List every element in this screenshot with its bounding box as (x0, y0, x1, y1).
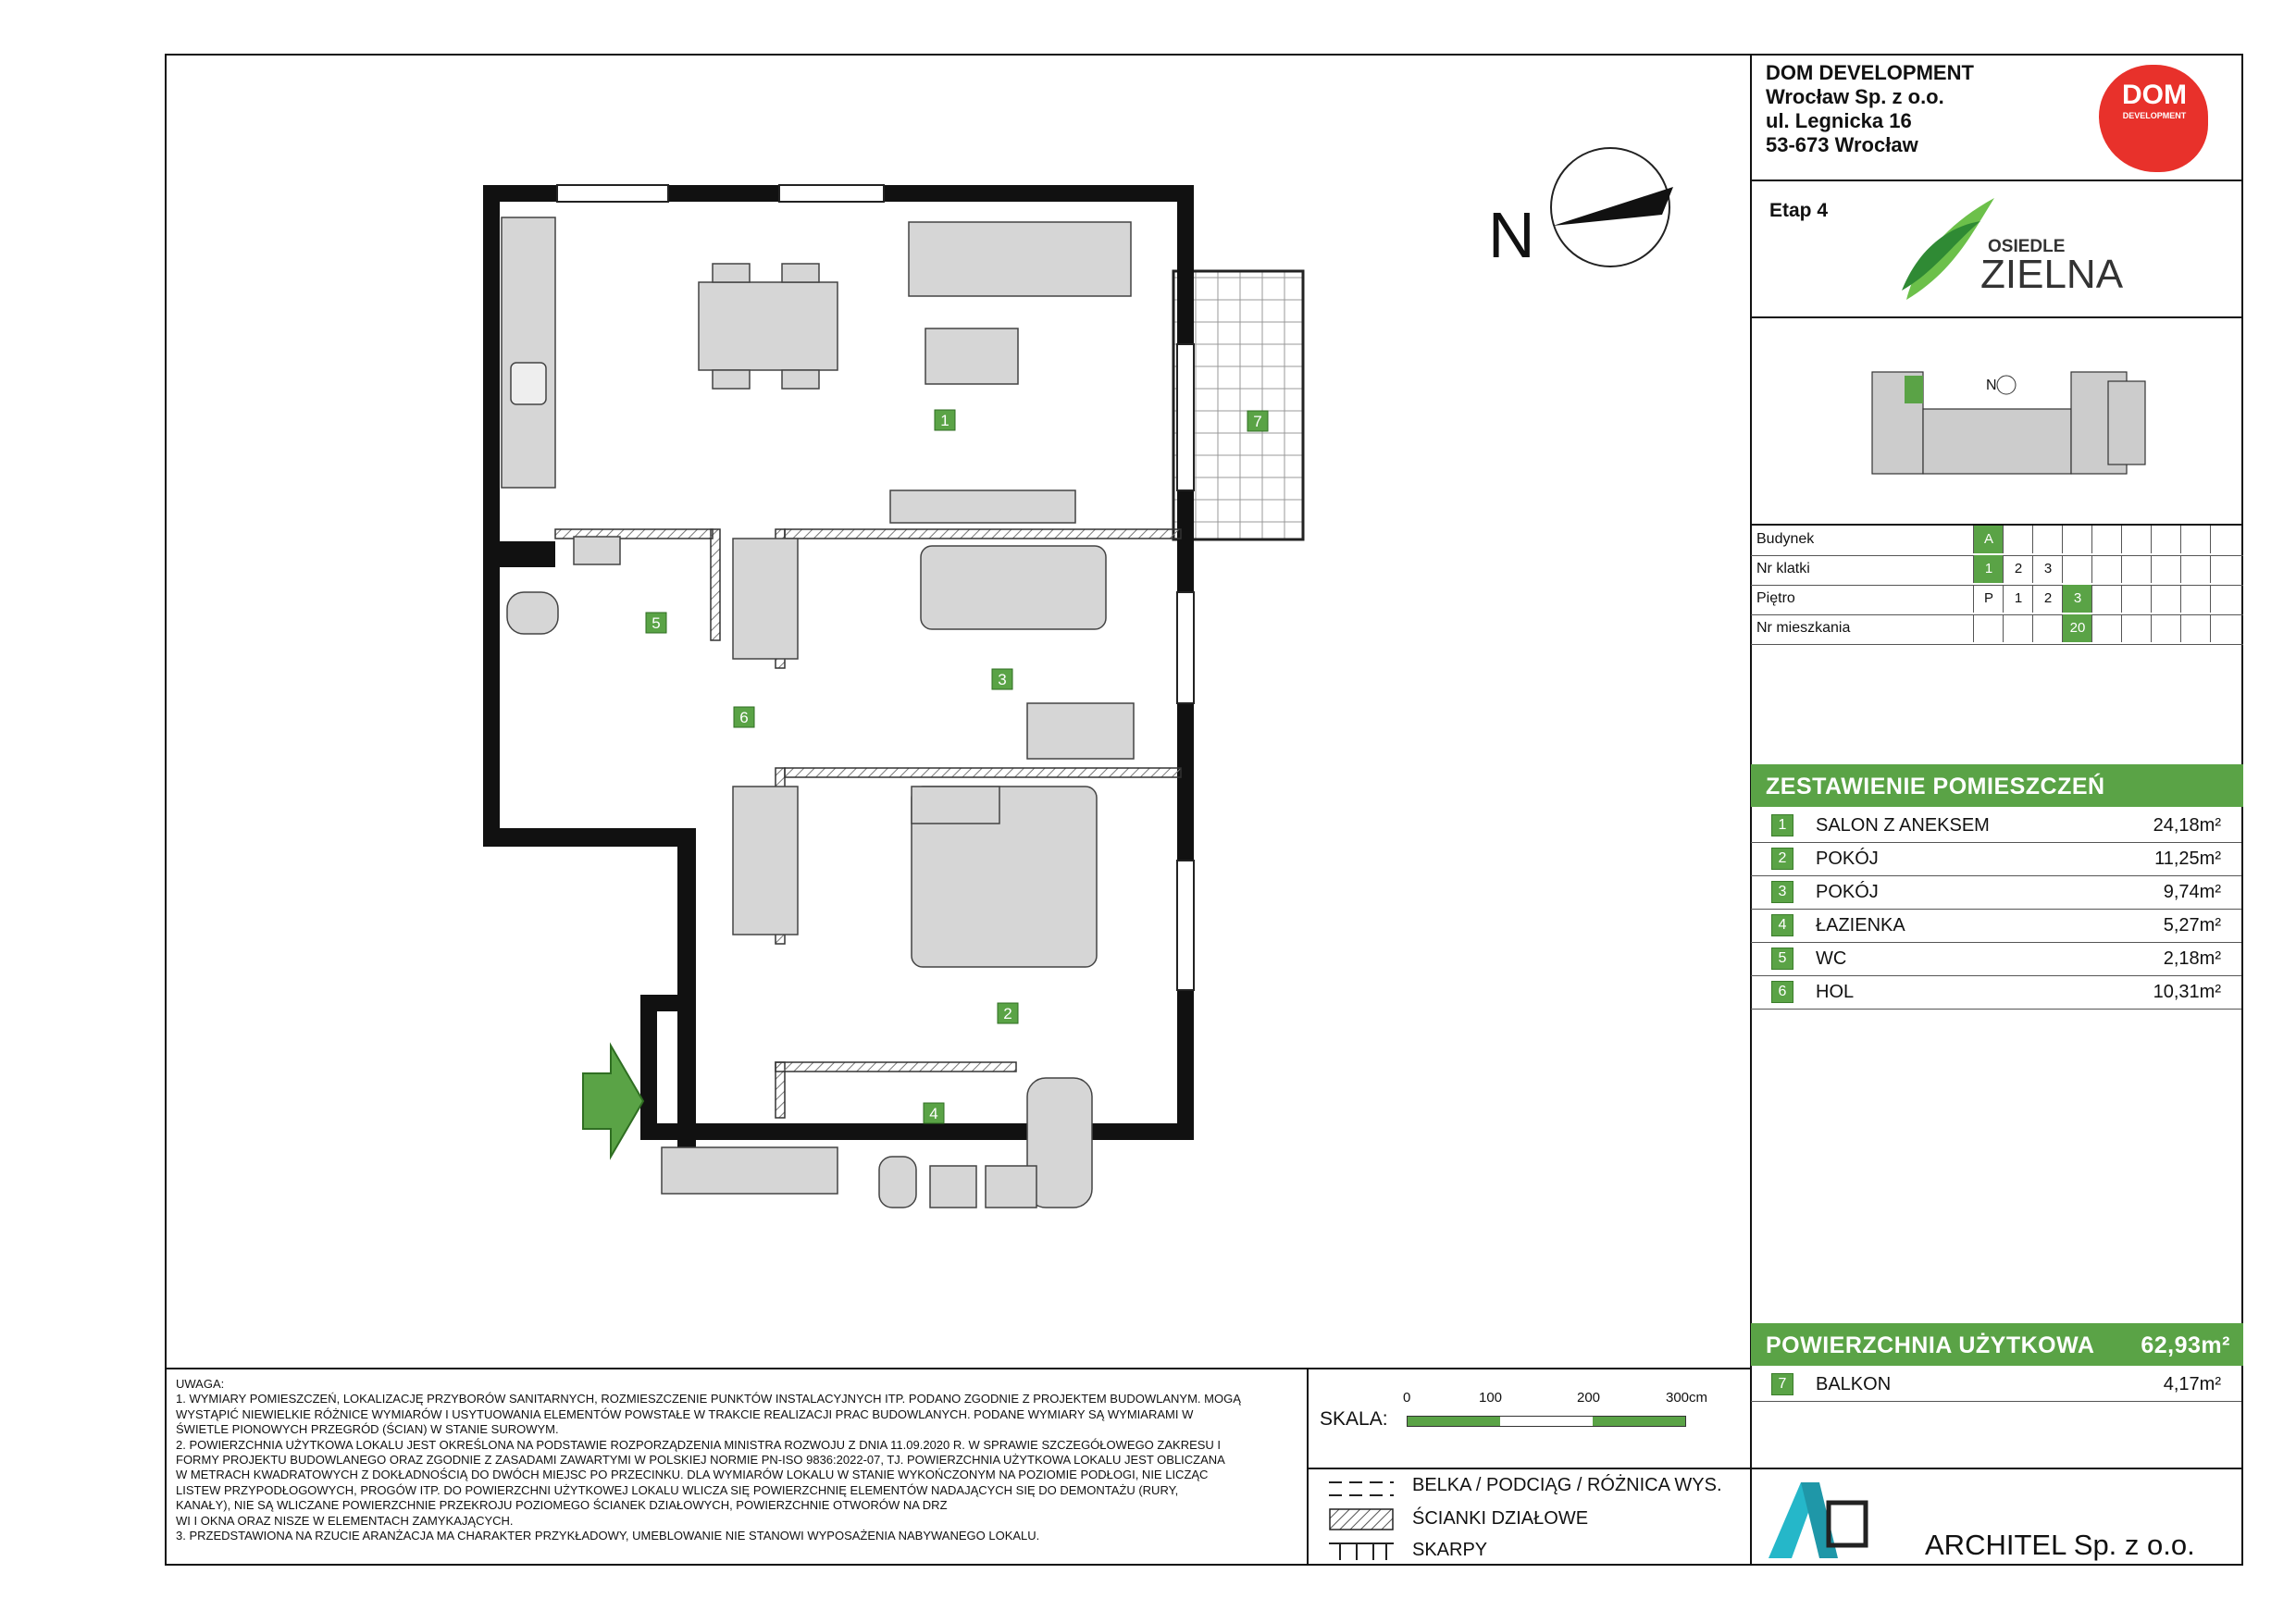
selection-cell (2151, 585, 2181, 613)
beam-legend-icon (1329, 1477, 1394, 1501)
room-name: HOL (1816, 982, 1855, 1002)
project-logo-word-large: ZIELNA (1980, 252, 2124, 297)
room-name: WC (1816, 948, 1847, 969)
exterior-walls (483, 185, 1194, 1175)
selection-cell (2121, 555, 2152, 583)
room-name: POKÓJ (1816, 849, 1879, 869)
architel-logo (1764, 1479, 1893, 1560)
selection-cell: 3 (2032, 555, 2063, 583)
company-line: DOM DEVELOPMENT (1766, 61, 1974, 84)
company-line: ul. Legnicka 16 (1766, 109, 1912, 132)
selection-row-label: Nr mieszkania (1756, 620, 1851, 636)
floor-plan (463, 167, 1370, 1258)
scale-label: SKALA: (1320, 1408, 1388, 1430)
slope-legend-icon (1329, 1540, 1394, 1562)
room-number: 5 (1771, 948, 1793, 970)
room-area: 11,25m² (2154, 849, 2221, 869)
selection-cell (2180, 526, 2211, 553)
selection-cell (2210, 585, 2240, 613)
company-address (1766, 61, 1974, 157)
legend-label: ŚCIANKI DZIAŁOWE (1412, 1508, 1589, 1529)
note-line: KANAŁY), NIE SĄ WLICZANE POWIERZCHNIE PRZEKROJU POZIOMEGO ŚCIANEK DZIAŁOWYCH, POWIERZCHNIE OTWORÓW NA DRZ (176, 1498, 948, 1513)
selection-cell (2003, 526, 2033, 553)
legend-label: BELKA / PODCIĄG / RÓŻNICA WYS. (1412, 1475, 1722, 1495)
room-number: 1 (1771, 814, 1793, 836)
room-row (1751, 975, 2241, 1010)
logo-word: DOM (2122, 80, 2187, 110)
selection-cell (2151, 555, 2181, 583)
selection-cell (2121, 585, 2152, 613)
key-plan (1868, 363, 2164, 483)
selection-cell: A (1973, 526, 2004, 553)
room-name: ŁAZIENKA (1816, 915, 1905, 935)
room-tag-text: 4 (929, 1105, 938, 1122)
notes-divider (1307, 1368, 1309, 1566)
scale-tick: 100 (1479, 1390, 1503, 1406)
selection-cell (1973, 614, 2004, 642)
notes (176, 1377, 1286, 1543)
room-area: 24,18m² (2153, 815, 2221, 836)
note-line: WYSTĄPIĆ NIEWIELKIE RÓŻNICE WYMIARÓW I USYTUOWANIA ELEMENTÓW POWSTAŁE W TRAKCIE REALIZACJI PRAC BUDOWLANYCH. PODANE WYMIARY SĄ WYMIARAMI W (176, 1406, 1194, 1421)
scale-tick: 0 (1403, 1390, 1411, 1406)
selection-cell (2180, 585, 2211, 613)
usable-area-band (1751, 1323, 2243, 1366)
selection-cell: 3 (2062, 585, 2092, 613)
room-row (1751, 875, 2241, 910)
note-line: LISTEW PRZYPODŁOGOWYCH, PROGÓW ITP. DO POWIERZCHNI UŻYTKOWEJ LOKALU WLICZA SIĘ POWIERZCHNIĘ ELEMENTÓW NADAJĄCYCH SIĘ DO DEMONTAŻU (RURY, (176, 1482, 1179, 1497)
room-row (1751, 909, 2241, 943)
selection-cell (2091, 526, 2122, 553)
dom-development-logo-inner (2110, 80, 2199, 144)
selection-cell (2151, 526, 2181, 553)
company-line: Wrocław Sp. z o.o. (1766, 85, 1944, 108)
rooms-header-text: ZESTAWIENIE POMIESZCZEŃ (1766, 774, 2105, 799)
key-plan-north-label: N (1986, 378, 1997, 393)
bottom-divider (165, 1368, 1751, 1369)
selection-cell: 2 (2032, 585, 2063, 613)
scale-divider (1307, 1468, 1751, 1469)
note-line: 2. POWIERZCHNIA UŻYTKOWA LOKALU JEST OKREŚLONA NA PODSTAWIE ROZPORZĄDZENIA MINISTRA ROZWOJU Z DNIA 11.09.2020 R. W SPRAWIE SZCZEGÓŁOWEGO ZAKRESU I (176, 1437, 1222, 1452)
selection-cell: 2 (2003, 555, 2033, 583)
note-line: ŚWIETLE PIONOWYCH PRZEGRÓD (ŚCIAN) W STANIE SUROWYM. (176, 1422, 559, 1437)
legend-label: SKARPY (1412, 1540, 1488, 1560)
room-tag-4 (924, 1103, 944, 1123)
note-line: WI I OKNA ORAZ NISZE W ELEMENTACH ZAMYKAJĄCYCH. (176, 1513, 514, 1528)
room-name: POKÓJ (1816, 882, 1879, 902)
selection-cell (2210, 555, 2240, 583)
scale-tick: 300cm (1666, 1390, 1708, 1406)
room-tag-text: 5 (652, 614, 661, 632)
selection-cell: 1 (2003, 585, 2033, 613)
room-name: BALKON (1816, 1374, 1892, 1394)
rooms-header (1751, 764, 2243, 807)
room-area: 9,74m² (2163, 882, 2221, 902)
room-area: 5,27m² (2163, 915, 2221, 935)
selection-cell (2062, 526, 2092, 553)
room-area: 4,17m² (2163, 1374, 2221, 1394)
room-tag-6 (734, 707, 754, 727)
selection-cell: 20 (2062, 614, 2092, 642)
selection-cell (2091, 555, 2122, 583)
furniture (502, 217, 1134, 1208)
scale-bar (1407, 1416, 1686, 1427)
room-number: 6 (1771, 981, 1793, 1003)
architect-divider (1750, 1468, 2243, 1469)
header-divider (1750, 180, 2243, 181)
selection-row-label: Nr klatki (1756, 561, 1810, 576)
room-area: 10,31m² (2153, 982, 2221, 1002)
room-number: 2 (1771, 848, 1793, 870)
compass-label: N (1488, 199, 1535, 271)
selection-row-label: Piętro (1756, 590, 1795, 606)
room-tag-3 (992, 669, 1012, 689)
selection-cell (2091, 585, 2122, 613)
usable-area-value: 62,93m² (2141, 1332, 2230, 1358)
north-arrow-icon (1545, 142, 1675, 272)
selection-cell (2091, 614, 2122, 642)
project-logo-word-small: OSIEDLE (1988, 237, 2066, 256)
room-tag-text: 7 (1253, 413, 1262, 430)
room-tag-text: 1 (940, 412, 949, 429)
selection-cell (2032, 526, 2063, 553)
selection-cell (2210, 526, 2240, 553)
room-number: 4 (1771, 914, 1793, 936)
room-tag-text: 3 (998, 671, 1007, 688)
room-tag-text: 2 (1003, 1005, 1012, 1022)
selection-cell (2180, 555, 2211, 583)
note-line: FORMY PROJEKTU BUDOWLANEGO ORAZ ZGODNIE Z ZASADAMI ZAWARTYMI W POLSKIEJ NORMIE PN-ISO 9836:2022-07, TJ. POWIERZCHNIA UŻYTKOWA LOKALU JEST OBLICZANA (176, 1453, 1225, 1468)
room-row (1751, 842, 2241, 876)
room-tag-2 (998, 1003, 1018, 1023)
logo-word: DEVELOPMENT (2122, 111, 2187, 120)
room-tag-1 (935, 410, 955, 430)
room-row (1751, 942, 2241, 976)
room-tag-5 (646, 613, 666, 633)
room-tag-text: 6 (739, 709, 749, 726)
selection-row-label: Budynek (1756, 531, 1815, 547)
selection-cell: 1 (1973, 555, 2004, 583)
balcony-row (1751, 1368, 2241, 1402)
selection-cell (2062, 555, 2092, 583)
room-row (1751, 809, 2241, 843)
selection-cell (2032, 614, 2063, 642)
room-tag-7 (1247, 411, 1268, 431)
room-area: 2,18m² (2163, 948, 2221, 969)
usable-area-label: POWIERZCHNIA UŻYTKOWA (1766, 1332, 2095, 1358)
logo-divider (1750, 316, 2243, 318)
selection-cell (2121, 526, 2152, 553)
partition-legend-icon (1329, 1508, 1394, 1530)
note-line: 1. WYMIARY POMIESZCZEŃ, LOKALIZACJĘ PRZYBORÓW SANITARNYCH, ROZMIESZCZENIE PUNKTÓW INSTALACYJNYCH ITP. PODANO ZGODNIE Z PROJEKTEM BUDOWLANYM. MOGĄ (176, 1392, 1241, 1406)
stage-label: Etap 4 (1769, 200, 1829, 221)
entrance-arrow-icon (583, 1046, 643, 1157)
selection-cell (2121, 614, 2152, 642)
selection-cell (2180, 614, 2211, 642)
room-number: 7 (1771, 1373, 1793, 1395)
selection-table (1751, 526, 2243, 648)
notes-title: UWAGA: (176, 1377, 225, 1391)
architect-name: ARCHITEL Sp. z o.o. (1925, 1529, 2195, 1561)
selection-cell (2151, 614, 2181, 642)
note-line: 3. PRZEDSTAWIONA NA RZUCIE ARANŻACJA MA CHARAKTER PRZYKŁADOWY, UMEBLOWANIE NIE STANOWI WYPOSAŻENIA NABYWANEGO LOKALU. (176, 1529, 1040, 1543)
room-number: 3 (1771, 881, 1793, 903)
selection-cell: P (1973, 585, 2004, 613)
selection-cell (2003, 614, 2033, 642)
selection-cell (2210, 614, 2240, 642)
company-line: 53-673 Wrocław (1766, 133, 1918, 156)
note-line: W METRACH KWADRATOWYCH Z DOKŁADNOŚCIĄ DO DWÓCH MIEJSC PO PRZECINKU. DLA WYMIARÓW LOKALU W STANIE WYKOŃCZONYM NA POZIOMIE PODŁOGI, NIE LICZĄC (176, 1468, 1209, 1482)
room-name: SALON Z ANEKSEM (1816, 815, 1990, 836)
scale-tick: 200 (1577, 1390, 1601, 1406)
